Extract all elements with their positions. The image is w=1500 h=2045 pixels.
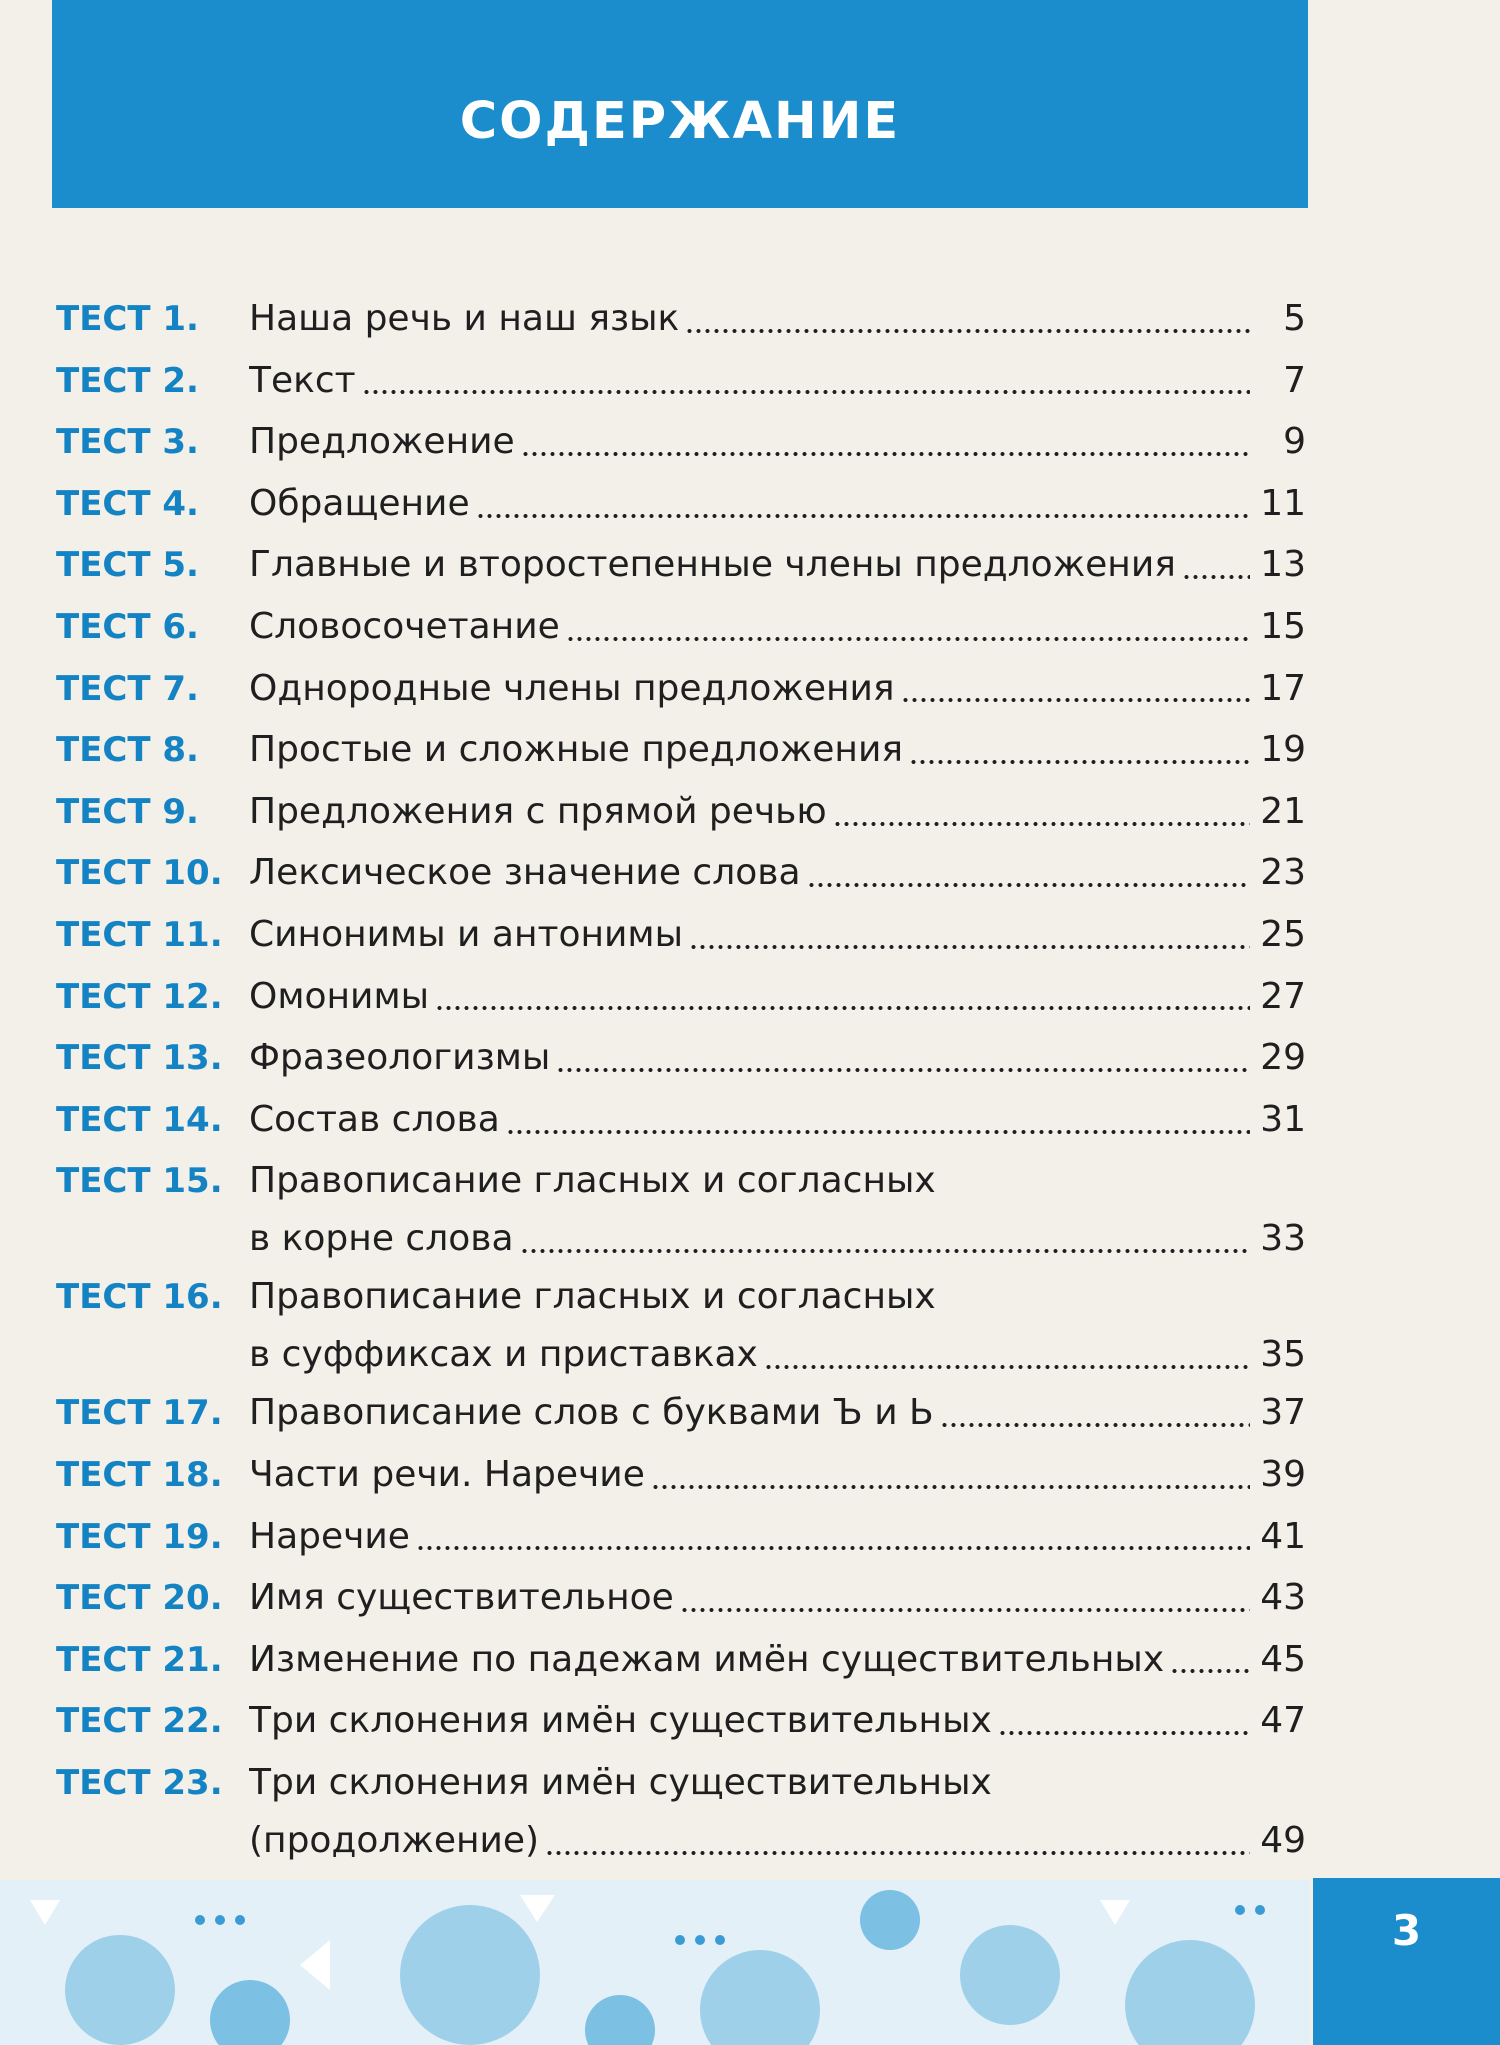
test-label: ТЕСТ 4. (56, 483, 199, 524)
toc-entry (56, 1629, 1306, 1691)
test-label: ТЕСТ 12. (56, 976, 223, 1017)
entry-title: Омонимы (249, 975, 430, 1017)
entry-page-number: 31 (1260, 1098, 1306, 1140)
toc-entry (56, 1690, 1306, 1752)
test-label: ТЕСТ 15. (56, 1161, 223, 1202)
dot-leader (506, 1130, 1250, 1134)
entry-page-number: 43 (1260, 1577, 1306, 1619)
test-label: ТЕСТ 5. (56, 545, 199, 586)
dot-leader (435, 1006, 1250, 1010)
toc-entry (56, 781, 1306, 843)
entry-title-wrap (249, 966, 1256, 1028)
entry-title: Однородные члены предложения (249, 667, 895, 709)
toc-entry (56, 1444, 1306, 1506)
test-label: ТЕСТ 7. (56, 668, 199, 709)
entry-page-number: 39 (1260, 1453, 1306, 1495)
test-label: ТЕСТ 17. (56, 1393, 223, 1434)
toc-entry (56, 1266, 1306, 1324)
toc-entry (56, 1324, 1306, 1382)
dot-leader (651, 1485, 1250, 1489)
entry-title-wrap (249, 1444, 1256, 1506)
entry-page-number: 19 (1260, 729, 1306, 771)
entry-title: Имя существительное (249, 1577, 674, 1619)
test-label: ТЕСТ 16. (56, 1277, 223, 1318)
entry-title-wrap (249, 1629, 1256, 1691)
toc-entry (56, 596, 1306, 658)
test-label: ТЕСТ 18. (56, 1454, 223, 1495)
entry-title: Лексическое значение слова (249, 852, 801, 894)
entry-title-wrap (249, 781, 1256, 843)
entry-page-number: 41 (1260, 1515, 1306, 1557)
entry-title: Правописание гласных и согласных (249, 1160, 936, 1202)
entry-title-wrap (249, 842, 1256, 904)
entry-title-wrap (249, 904, 1256, 966)
toc-entry (56, 411, 1306, 473)
entry-page-number: 11 (1260, 482, 1306, 524)
dot-leader (680, 1608, 1250, 1612)
entry-title: Состав слова (249, 1098, 500, 1140)
entry-title-wrap (249, 1506, 1256, 1568)
test-label: ТЕСТ 8. (56, 730, 199, 771)
entry-title: Правописание гласных и согласных (249, 1276, 936, 1318)
entry-title-wrap (249, 719, 1256, 781)
entry-title-wrap (249, 1382, 1256, 1444)
toc-entry (56, 719, 1306, 781)
entry-title: Фразеологизмы (249, 1037, 551, 1079)
entry-title: Части речи. Наречие (249, 1453, 645, 1495)
entry-title-wrap (249, 1266, 1256, 1328)
entry-page-number: 45 (1260, 1638, 1306, 1680)
test-label: ТЕСТ 10. (56, 853, 223, 894)
table-of-contents (56, 288, 1306, 1868)
toc-entry (56, 1027, 1306, 1089)
toc-entry (56, 966, 1306, 1028)
dot-leader (1170, 1669, 1250, 1673)
header-banner (52, 0, 1308, 208)
dot-leader (556, 1068, 1250, 1072)
test-label: ТЕСТ 1. (56, 299, 199, 339)
entry-title-wrap (249, 1208, 1256, 1270)
entry-title-wrap (249, 1752, 1256, 1814)
entry-title-wrap (249, 1150, 1256, 1212)
toc-entry (56, 904, 1306, 966)
toc-entry (56, 1150, 1306, 1208)
page-number: 3 (1391, 1906, 1422, 1955)
entry-title: Словосочетание (249, 605, 560, 647)
entry-title-wrap (249, 596, 1256, 658)
entry-page-number: 29 (1260, 1037, 1306, 1079)
entry-title: Правописание слов с буквами Ъ и Ь (249, 1392, 934, 1434)
toc-entry (56, 288, 1306, 350)
dot-leader (685, 329, 1250, 333)
entry-title-wrap (249, 288, 1256, 350)
entry-page-number: 33 (1260, 1218, 1306, 1260)
dot-leader (940, 1423, 1250, 1427)
entry-page-number: 17 (1260, 667, 1306, 709)
entry-title: Предложения с прямой речью (249, 790, 827, 832)
entry-page-number: 47 (1260, 1700, 1306, 1742)
entry-title-wrap (249, 1089, 1256, 1151)
dot-leader (545, 1851, 1250, 1855)
entry-title: в корне слова (249, 1218, 514, 1260)
footer-decoration (0, 1880, 1310, 2045)
dot-leader (689, 945, 1250, 949)
test-label: ТЕСТ 2. (56, 360, 199, 401)
entry-title: Обращение (249, 482, 470, 524)
entry-page-number: 21 (1260, 790, 1306, 832)
entry-title-wrap (249, 473, 1256, 535)
test-label: ТЕСТ 6. (56, 606, 199, 647)
entry-page-number: 13 (1260, 544, 1306, 586)
dot-leader (998, 1731, 1250, 1735)
toc-entry (56, 1810, 1306, 1868)
page-title: СОДЕРЖАНИЕ (459, 92, 901, 151)
entry-title-wrap (249, 534, 1256, 596)
entry-title-wrap (249, 1027, 1256, 1089)
entry-title-wrap (249, 350, 1256, 412)
dot-leader (416, 1546, 1250, 1550)
toc-entry (56, 658, 1306, 720)
dot-leader (764, 1365, 1250, 1369)
test-label: ТЕСТ 21. (56, 1639, 223, 1680)
toc-entry (56, 350, 1306, 412)
test-label: ТЕСТ 11. (56, 914, 223, 955)
entry-title: Текст (249, 359, 356, 401)
test-label: ТЕСТ 20. (56, 1578, 223, 1619)
toc-entry (56, 1089, 1306, 1151)
entry-title: Три склонения имён существительных (249, 1700, 992, 1742)
test-label: ТЕСТ 19. (56, 1516, 223, 1557)
entry-page-number: 23 (1260, 852, 1306, 894)
entry-title: Простые и сложные предложения (249, 729, 904, 771)
entry-page-number: 15 (1260, 605, 1306, 647)
entry-page-number: 49 (1260, 1819, 1306, 1861)
dot-leader (901, 698, 1250, 702)
dot-leader (909, 760, 1250, 764)
entry-title: Синонимы и антонимы (249, 913, 684, 955)
test-label: ТЕСТ 22. (56, 1701, 223, 1742)
page-number-tab (1313, 1878, 1500, 2045)
entry-title: Изменение по падежам имён существительных (249, 1638, 1165, 1680)
dot-leader (1182, 575, 1250, 579)
toc-entry (56, 1567, 1306, 1629)
entry-page-number: 37 (1260, 1392, 1306, 1434)
toc-entry (56, 1506, 1306, 1568)
entry-title: Наречие (249, 1515, 410, 1557)
dot-leader (833, 822, 1250, 826)
entry-title: Главные и второстепенные члены предложения (249, 544, 1176, 586)
entry-page-number: 35 (1260, 1334, 1306, 1376)
test-label: ТЕСТ 9. (56, 791, 199, 832)
dot-leader (807, 883, 1250, 887)
entry-page-number: 5 (1283, 298, 1306, 339)
entry-page-number: 25 (1260, 913, 1306, 955)
entry-title-wrap (249, 411, 1256, 473)
test-label: ТЕСТ 3. (56, 422, 199, 463)
dot-leader (476, 514, 1250, 518)
entry-title: Наша речь и наш язык (249, 298, 680, 339)
entry-title: Три склонения имён существительных (249, 1761, 992, 1803)
entry-title-wrap (249, 1690, 1256, 1752)
dot-leader (566, 637, 1250, 641)
dot-leader (520, 1249, 1250, 1253)
toc-entry (56, 473, 1306, 535)
dot-leader (362, 390, 1250, 394)
test-label: ТЕСТ 23. (56, 1762, 223, 1803)
toc-entry (56, 1752, 1306, 1810)
entry-page-number: 27 (1260, 975, 1306, 1017)
entry-title: в суффиксах и приставках (249, 1334, 758, 1376)
entry-title-wrap (249, 1567, 1256, 1629)
entry-title-wrap (249, 1810, 1256, 1872)
toc-entry (56, 1208, 1306, 1266)
entry-page-number: 9 (1283, 421, 1306, 463)
entry-title-wrap (249, 1324, 1256, 1386)
test-label: ТЕСТ 13. (56, 1038, 223, 1079)
dot-leader (521, 452, 1250, 456)
entry-title: Предложение (249, 421, 515, 463)
entry-title-wrap (249, 658, 1256, 720)
toc-entry (56, 534, 1306, 596)
test-label: ТЕСТ 14. (56, 1099, 223, 1140)
toc-entry (56, 1382, 1306, 1444)
toc-entry (56, 842, 1306, 904)
entry-title: (продолжение) (249, 1819, 540, 1861)
entry-page-number: 7 (1283, 359, 1306, 401)
